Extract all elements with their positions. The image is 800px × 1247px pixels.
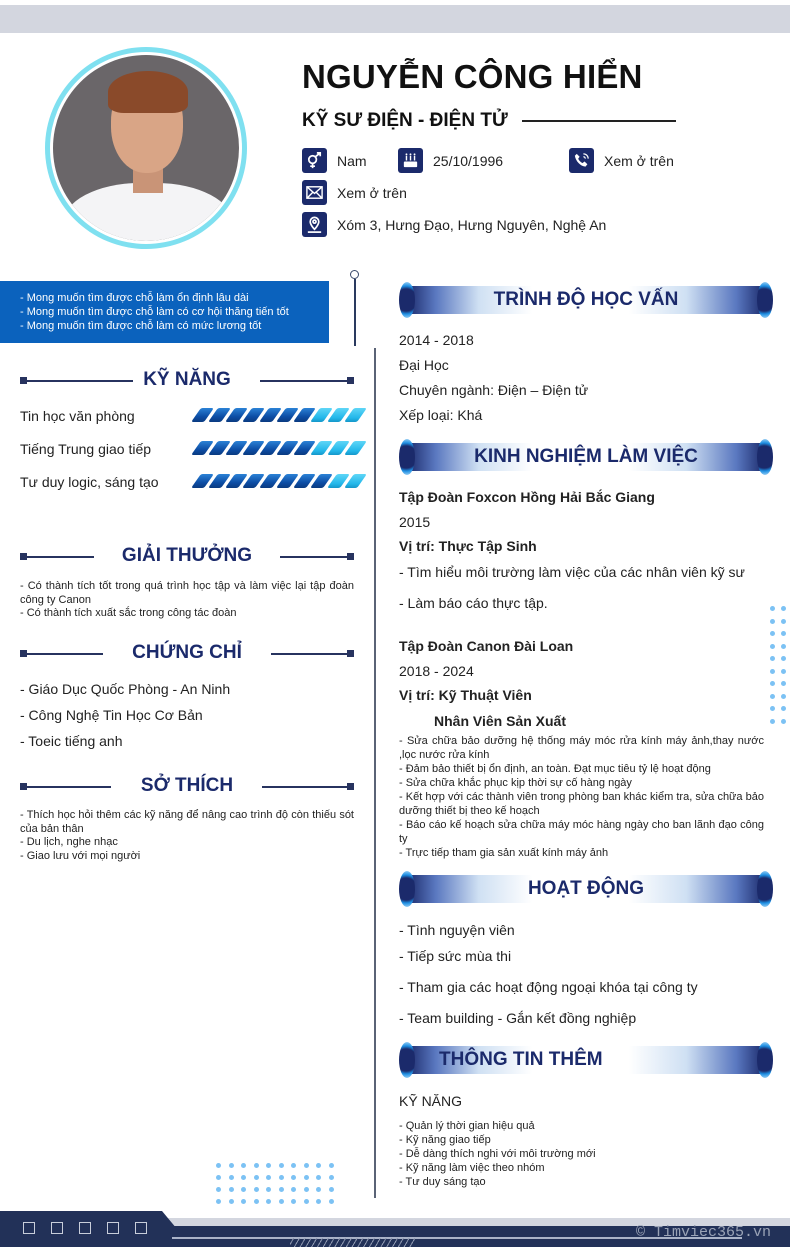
birthday-cake-icon (398, 148, 423, 173)
additional-skill-item: - Kỹ năng làm việc theo nhóm (399, 1162, 545, 1174)
location-pin-icon (302, 212, 327, 237)
hobby-item: - Thích học hỏi thêm các kỹ năng để nâng cao trình độ còn thiếu sót của bản thân (20, 809, 354, 835)
avatar (45, 47, 247, 249)
square-icon (107, 1222, 119, 1234)
certificate-item: - Giáo Dục Quốc Phòng - An Ninh (20, 681, 231, 697)
job-period: 2015 (399, 514, 431, 530)
top-band (0, 5, 790, 33)
info-email (302, 180, 407, 205)
job-position: Vị trí: Thực Tập Sinh (399, 538, 537, 554)
job-duty: - Trực tiếp tham gia sản xuất kính máy ảnh (399, 847, 609, 859)
column-divider (374, 348, 376, 1198)
education-rank: Xếp loại: Khá (399, 407, 483, 423)
job-duty: - Sửa chữa bảo dưỡng hệ thống máy móc rửa kính máy ảnh,thay nước ,lọc nước rửa kính (399, 735, 764, 761)
address-value: Xóm 3, Hưng Đạo, Hưng Nguyên, Nghệ An (337, 216, 607, 233)
hobbies-heading: SỞ THÍCH (20, 775, 354, 799)
objective-line: - Mong muốn tìm được chỗ làm có cơ hội thăng tiến tốt (20, 306, 289, 318)
additional-skill-item: - Kỹ năng giao tiếp (399, 1134, 491, 1146)
job-duty: - Tìm hiểu môi trường làm việc của các nhân viên kỹ sư (399, 564, 745, 580)
awards-heading: GIẢI THƯỞNG (20, 545, 354, 569)
candidate-name: NGUYỄN CÔNG HIỂN (302, 58, 643, 95)
career-objective (0, 281, 329, 343)
job-duty: - Kết hợp với các thành viên trong phòng ban khác kiểm tra, sửa chữa bảo dưỡng thiết bị theo kế hoạch (399, 791, 764, 817)
hobby-item: - Giao lưu với mọi người (20, 849, 141, 862)
square-icon (23, 1222, 35, 1234)
gender-value: Nam (337, 152, 367, 169)
decorative-dots (216, 1163, 341, 1204)
footer-slant (150, 1211, 180, 1247)
award-item: - Có thành tích xuất sắc trong công tác đoàn (20, 607, 237, 619)
education-major: Chuyên ngành: Điện – Điện tử (399, 382, 589, 398)
job-duty: - Làm báo cáo thực tập. (399, 595, 548, 611)
additional-subtitle: KỸ NĂNG (399, 1093, 463, 1109)
awards-list (20, 580, 354, 621)
education-period: 2014 - 2018 (399, 332, 474, 348)
timeline-node (350, 270, 359, 279)
job-duty: - Báo cáo kế hoạch sửa chữa máy móc hàng ngày cho ban lãnh đạo công ty (399, 819, 764, 845)
decorative-dots (770, 606, 792, 724)
job-duties-list (399, 734, 764, 860)
education-level: Đại Học (399, 357, 449, 373)
profile-photo (53, 55, 239, 241)
info-phone (569, 148, 674, 173)
activity-item: - Tình nguyện viên (399, 922, 515, 938)
phone-icon (569, 148, 594, 173)
copyright-text: © Timviec365.vn (636, 1224, 772, 1241)
skill-level-bar (196, 441, 362, 455)
additional-info-heading: THÔNG TIN THÊM (399, 1042, 773, 1078)
phone-value: Xem ở trên (604, 152, 674, 169)
email-value: Xem ở trên (337, 184, 407, 201)
info-address (302, 212, 606, 237)
hobby-item: - Du lịch, nghe nhạc (20, 836, 118, 848)
activities-heading: HOẠT ĐỘNG (399, 871, 773, 907)
award-item: - Có thành tích tốt trong quá trình học tập và làm việc lại tập đoàn công ty Canon (20, 580, 354, 606)
activity-item: - Tham gia các hoạt động ngoại khóa tại công ty (399, 979, 698, 995)
certificate-item: - Toeic tiếng anh (20, 733, 123, 749)
envelope-icon (302, 180, 327, 205)
activity-item: - Tiếp sức mùa thi (399, 948, 512, 964)
company-name: Tập Đoàn Canon Đài Loan (399, 638, 574, 654)
additional-skill-item: - Tư duy sáng tạo (399, 1176, 486, 1188)
gender-icon (302, 148, 327, 173)
job-position: Vị trí: Kỹ Thuật Viên (399, 687, 532, 703)
square-icon (135, 1222, 147, 1234)
job-position-secondary: Nhân Viên Sản Xuất (434, 713, 566, 729)
hobbies-list (20, 809, 354, 863)
square-icon (51, 1222, 63, 1234)
job-duty: - Đảm bảo thiết bị ổn định, an toàn. Đạt mục tiêu tỷ lệ hoạt động (399, 763, 711, 775)
experience-heading: KINH NGHIỆM LÀM VIỆC (399, 439, 773, 475)
objective-line: - Mong muốn tìm được chỗ làm ổn định lâu dài (20, 292, 249, 304)
skill-label: Tiếng Trung giao tiếp (20, 441, 152, 457)
info-birthday (398, 148, 503, 173)
company-name: Tập Đoàn Foxcon Hồng Hải Bắc Giang (399, 489, 655, 505)
additional-skill-item: - Dễ dàng thích nghi với môi trường mới (399, 1148, 596, 1160)
skill-label: Tin học văn phòng (20, 408, 135, 424)
certificate-item: - Công Nghệ Tin Học Cơ Bản (20, 707, 203, 723)
timeline-line (354, 279, 356, 346)
skill-level-bar (196, 408, 362, 422)
additional-skills-list (399, 1119, 764, 1189)
education-heading: TRÌNH ĐỘ HỌC VẤN (399, 282, 773, 318)
skill-label: Tư duy logic, sáng tạo (20, 474, 159, 490)
skills-heading: KỸ NĂNG (20, 369, 354, 393)
additional-skill-item: - Quản lý thời gian hiệu quả (399, 1120, 535, 1132)
job-duty: - Sửa chữa khắc phục kịp thời sự cố hàng ngày (399, 777, 632, 789)
info-gender (302, 148, 367, 173)
activity-item: - Team building - Gắn kết đồng nghiệp (399, 1010, 637, 1026)
objective-line: - Mong muốn tìm được chỗ làm có mức lương tốt (20, 320, 262, 332)
job-period: 2018 - 2024 (399, 663, 474, 679)
certificates-heading: CHỨNG CHỈ (20, 642, 354, 666)
job-title: KỸ SƯ ĐIỆN - ĐIỆN TỬ (302, 110, 508, 131)
footer-hatch-pattern (290, 1238, 415, 1247)
title-divider (522, 120, 676, 122)
footer-square-decor (23, 1222, 147, 1234)
skill-level-bar (196, 474, 362, 488)
birthday-value: 25/10/1996 (433, 152, 504, 169)
square-icon (79, 1222, 91, 1234)
